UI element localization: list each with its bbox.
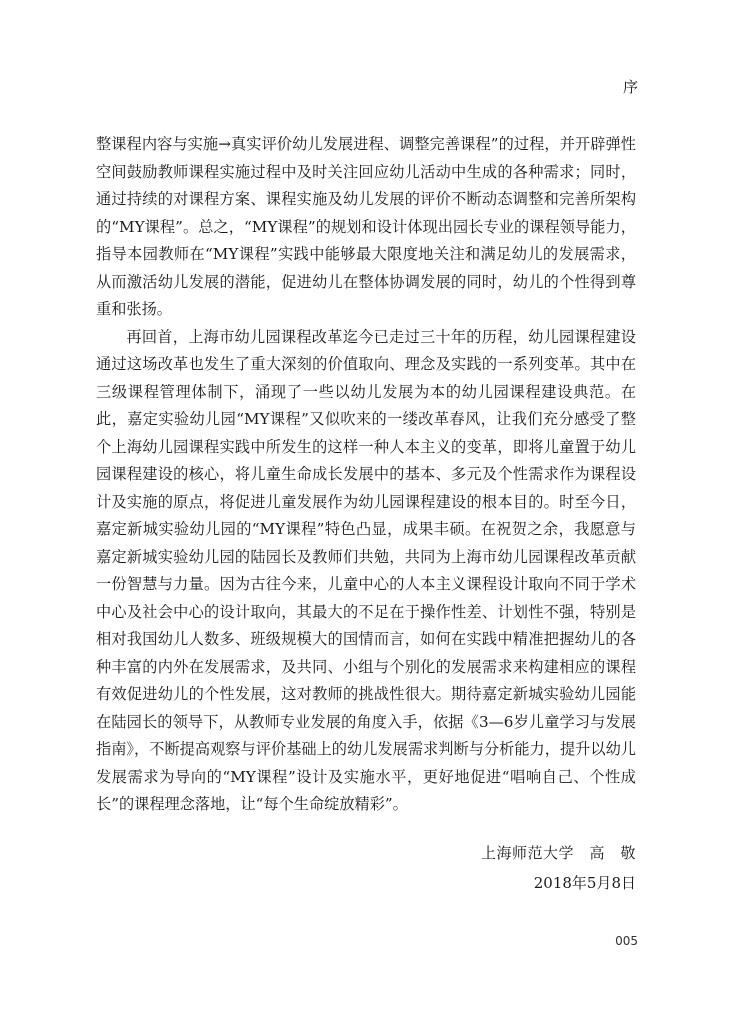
paragraph: 再回首，上海市幼儿园课程改革迄今已走过三十年的历程，幼儿园课程建设通过这场改革也发生了重大深刻的价值取向、理念及实践的一系列变革。其中在三级课程管理体制下，涌现了一些以幼儿发展为本的幼儿园课程建设典范。在此，嘉定实验幼儿园“MY课程”又似吹来的一缕改革春风，让我们充分感受了整个上海幼儿园课程实践中所发生的这样一种人本主义的变革，即将儿童置于幼儿园课程建设的核心，将儿童生命成长发展中的基本、多元及个性需求作为课程设计及实施的原点，将促进儿童发展作为幼儿园课程建设的根本目的。时至今日，嘉定新城实验幼儿园的“MY课程”特色凸显，成果丰硕。在祝贺之余，我愿意与嘉定新城实验幼儿园的陆园长及教师们共勉，共同为上海市幼儿园课程改革贡献一份智慧与力量。因为古往今来，儿童中心的人本主义课程设计取向不同于学术中心及社会中心的设计取向，其最大的不足在于操作性差、计划性不强，特别是相对我国幼儿人数多、班级规模大的国情而言，如何在实践中精准把握幼儿的各种丰富的内外在发展需求，及共同、小组与个别化的发展需求来构建相应的课程有效促进幼儿的个性发展，这对教师的挑战性很大。期待嘉定新城实验幼儿园能在陆园长的领导下，从教师专业发展的角度入手，依据《3—6岁儿童学习与发展指南》，不断提高观察与评价基础上的幼儿发展需求判断与分析能力，提升以幼儿发展需求为导向的“MY课程”设计及实施水平，更好地促进“唱响自己、个性成长”的课程理念落地，让“每个生命绽放精彩”。 [96, 327, 636, 813]
signature-author: 上海师范大学 高 敬 [480, 844, 636, 862]
page-number: 005 [615, 934, 638, 948]
running-head: 序 [622, 78, 638, 96]
body-text [96, 131, 636, 819]
paragraph-continued: 整课程内容与实施→真实评价幼儿发展进程、调整完善课程”的过程，并开辟弹性空间鼓励教师课程实施过程中及时关注回应幼儿活动中生成的各种需求；同时，通过持续的对课程方案、课程实施及幼儿发展的评价不断动态调整和完善所架构的“MY课程”。总之，“MY课程”的规划和设计体现出园长专业的课程领导能力，指导本园教师在“MY课程”实践中能够最大限度地关注和满足幼儿的发展需求，从而激活幼儿发展的潜能，促进幼儿在整体协调发展的同时，幼儿的个性得到尊重和张扬。 [96, 135, 636, 318]
signature-date: 2018年5月8日 [533, 874, 636, 892]
signature-block [481, 838, 636, 898]
